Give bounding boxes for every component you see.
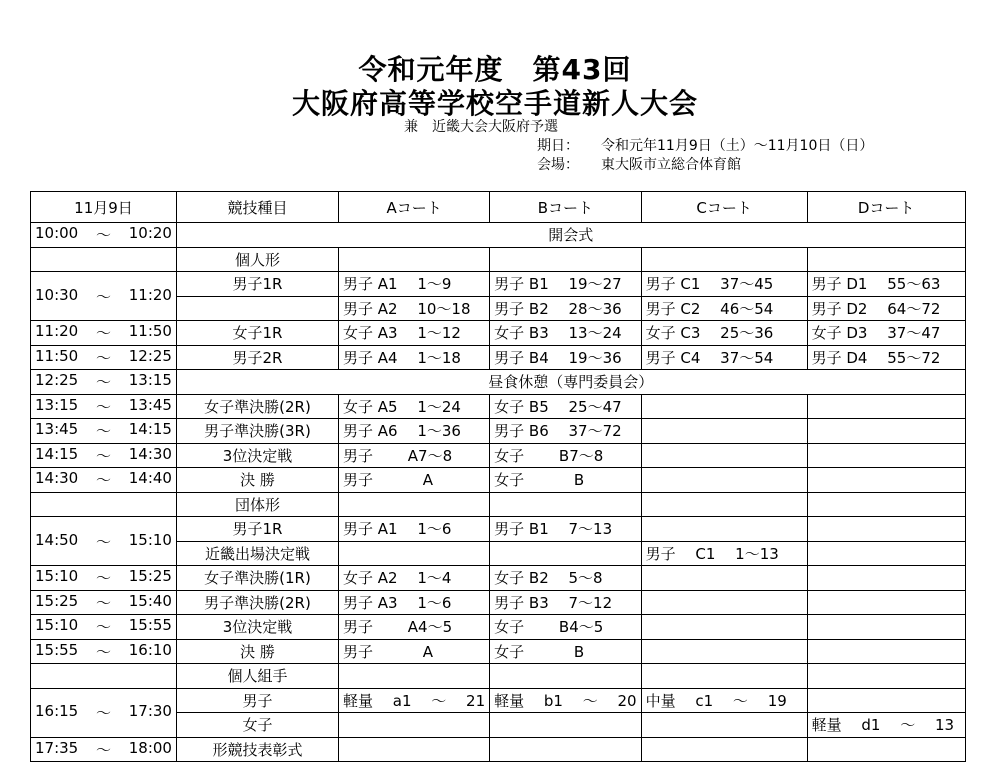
header-row	[31, 192, 966, 223]
court-cell: 男子 B2 28～36	[490, 296, 641, 321]
time-cell	[31, 321, 177, 346]
court-cell: 男子 A	[339, 639, 490, 664]
time-range	[31, 445, 176, 466]
court-cell: 女子 B4～5	[490, 615, 641, 640]
time-separator: ～	[95, 373, 111, 392]
event-cell: 男子	[177, 688, 339, 713]
time-start: 10:30	[35, 285, 79, 304]
time-start: 14:30	[35, 469, 79, 488]
court-cell	[641, 492, 807, 517]
court-cell: 女子 B	[490, 639, 641, 664]
court-cell	[641, 247, 807, 272]
court-cell	[641, 394, 807, 419]
event-cell: 個人形	[177, 247, 339, 272]
title-line-2: 大阪府高等学校空手道新人大会	[291, 87, 698, 120]
event-cell: 男子準決勝(3R)	[177, 419, 339, 444]
court-cell: 女子 A5 1～24	[339, 394, 490, 419]
time-range	[31, 347, 176, 368]
time-start: 13:45	[35, 420, 79, 439]
court-cell	[807, 590, 965, 615]
event-cell: 形競技表彰式	[177, 737, 339, 762]
court-cell	[339, 737, 490, 762]
event-cell: 男子2R	[177, 345, 339, 370]
time-separator: ～	[95, 287, 111, 306]
court-cell: 男子 A1 1～6	[339, 517, 490, 542]
court-cell: 女子 D3 37～47	[807, 321, 965, 346]
time-separator: ～	[95, 569, 111, 588]
court-cell	[641, 639, 807, 664]
time-start: 10:00	[35, 224, 79, 243]
court-cell	[807, 737, 965, 762]
court-cell: 男子 A1 1～9	[339, 272, 490, 297]
table-row	[31, 370, 966, 395]
table-row	[31, 615, 966, 640]
court-cell: 男子 B1 7～13	[490, 517, 641, 542]
court-cell	[641, 664, 807, 689]
court-cell: 男子 A	[339, 468, 490, 493]
court-cell	[641, 713, 807, 738]
schedule-table	[30, 191, 966, 762]
event-cell: 男子1R	[177, 272, 339, 297]
time-cell	[31, 737, 177, 762]
event-cell: 3位決定戦	[177, 443, 339, 468]
time-separator: ～	[95, 704, 111, 722]
court-cell: 男子 A6 1～36	[339, 419, 490, 444]
table-row	[31, 247, 966, 272]
court-cell	[807, 492, 965, 517]
title-line-1: 令和元年度 第43回	[358, 53, 632, 86]
court-cell	[807, 664, 965, 689]
header-court-c: Cコート	[641, 192, 807, 223]
court-cell: 女子 B2 5～8	[490, 566, 641, 591]
court-cell: 軽量 d1 ～ 13	[807, 713, 965, 738]
table-row	[31, 688, 966, 713]
table-row	[31, 590, 966, 615]
court-cell: 男子 C1 37～45	[641, 272, 807, 297]
court-cell	[807, 615, 965, 640]
time-range	[31, 739, 176, 760]
court-cell: 男子 C1 1～13	[641, 541, 807, 566]
court-cell	[490, 541, 641, 566]
header-event: 競技種目	[177, 192, 339, 223]
court-cell: 男子 B4 19～36	[490, 345, 641, 370]
court-cell	[641, 590, 807, 615]
court-cell	[807, 247, 965, 272]
court-cell: 女子 A2 1～4	[339, 566, 490, 591]
court-cell: 軽量 b1 ～ 20	[490, 688, 641, 713]
time-range	[31, 224, 176, 245]
time-end: 15:25	[128, 567, 172, 586]
court-cell: 男子 A7～8	[339, 443, 490, 468]
event-cell: 女子準決勝(2R)	[177, 394, 339, 419]
table-row	[31, 664, 966, 689]
time-separator: ～	[95, 593, 111, 612]
court-cell	[807, 443, 965, 468]
time-end: 15:10	[128, 530, 172, 549]
table-row	[31, 321, 966, 346]
time-start: 11:20	[35, 322, 79, 341]
time-separator: ～	[95, 446, 111, 465]
time-start: 13:15	[35, 395, 79, 414]
time-start: 14:50	[35, 530, 79, 549]
table-row	[31, 737, 966, 762]
time-start: 16:15	[35, 702, 79, 720]
time-range	[31, 616, 176, 637]
court-cell	[807, 419, 965, 444]
court-cell	[807, 541, 965, 566]
court-cell	[807, 688, 965, 713]
court-cell: 男子 A2 10～18	[339, 296, 490, 321]
court-cell: 男子 A4 1～18	[339, 345, 490, 370]
time-cell	[31, 590, 177, 615]
time-range	[31, 396, 176, 417]
time-cell	[31, 345, 177, 370]
time-cell	[31, 394, 177, 419]
court-cell: 男子 C2 46～54	[641, 296, 807, 321]
court-cell	[339, 541, 490, 566]
time-separator: ～	[95, 422, 111, 441]
time-range	[31, 641, 176, 662]
time-range	[31, 286, 176, 307]
court-cell	[490, 247, 641, 272]
event-cell	[177, 296, 339, 321]
court-cell: 男子 D4 55～72	[807, 345, 965, 370]
time-cell	[31, 272, 177, 321]
court-cell: 女子 A3 1～12	[339, 321, 490, 346]
header-court-d: Dコート	[807, 192, 965, 223]
table-row	[31, 517, 966, 542]
court-cell: 女子 B7～8	[490, 443, 641, 468]
time-separator: ～	[95, 532, 111, 551]
span-label: 開会式	[177, 223, 966, 248]
court-cell	[807, 639, 965, 664]
event-cell: 団体形	[177, 492, 339, 517]
court-cell: 男子 A3 1～6	[339, 590, 490, 615]
time-start: 12:25	[35, 371, 79, 390]
time-cell	[31, 688, 177, 737]
court-cell	[641, 443, 807, 468]
time-end: 15:55	[128, 616, 172, 635]
court-cell	[339, 247, 490, 272]
event-cell: 3位決定戦	[177, 615, 339, 640]
court-cell	[339, 492, 490, 517]
event-cell: 女子準決勝(1R)	[177, 566, 339, 591]
court-cell	[490, 737, 641, 762]
table-row	[31, 419, 966, 444]
time-cell	[31, 223, 177, 248]
time-separator: ～	[95, 471, 111, 490]
court-cell: 男子 D1 55～63	[807, 272, 965, 297]
court-cell: 女子 B3 13～24	[490, 321, 641, 346]
court-cell: 男子 B3 7～12	[490, 590, 641, 615]
time-range	[31, 702, 176, 723]
venue-label: 会場：	[537, 157, 579, 173]
court-cell	[641, 517, 807, 542]
header-court-b: Bコート	[490, 192, 641, 223]
event-cell: 近畿出場決定戦	[177, 541, 339, 566]
date-value: 令和元年11月9日（土）～11月10日（日）	[601, 138, 874, 154]
event-cell: 個人組手	[177, 664, 339, 689]
court-cell: 軽量 a1 ～ 21	[339, 688, 490, 713]
event-cell: 女子	[177, 713, 339, 738]
time-start: 17:35	[35, 738, 79, 757]
court-cell	[641, 615, 807, 640]
time-separator: ～	[95, 740, 111, 759]
time-end: 13:15	[128, 371, 172, 390]
court-cell	[641, 737, 807, 762]
time-separator: ～	[95, 397, 111, 416]
time-range	[31, 469, 176, 490]
court-cell: 男子 C4 37～54	[641, 345, 807, 370]
time-cell	[31, 566, 177, 591]
time-end: 13:45	[128, 395, 172, 414]
time-cell	[31, 370, 177, 395]
time-cell	[31, 443, 177, 468]
time-end: 18:00	[128, 738, 172, 757]
header-court-a: Aコート	[339, 192, 490, 223]
time-end: 12:25	[128, 346, 172, 365]
time-end: 14:40	[128, 469, 172, 488]
court-cell	[641, 468, 807, 493]
court-cell: 中量 c1 ～ 19	[641, 688, 807, 713]
event-cell: 男子準決勝(2R)	[177, 590, 339, 615]
court-cell: 女子 B	[490, 468, 641, 493]
court-cell	[807, 517, 965, 542]
court-cell	[339, 713, 490, 738]
time-range	[31, 322, 176, 343]
court-cell: 男子 A4～5	[339, 615, 490, 640]
schedule-body	[31, 223, 966, 762]
event-cell: 男子1R	[177, 517, 339, 542]
table-row	[31, 492, 966, 517]
table-row	[31, 639, 966, 664]
time-separator: ～	[95, 618, 111, 637]
time-end: 14:30	[128, 444, 172, 463]
event-cell: 女子1R	[177, 321, 339, 346]
time-start: 15:55	[35, 640, 79, 659]
court-cell	[641, 566, 807, 591]
court-cell	[641, 419, 807, 444]
time-start: 11:50	[35, 346, 79, 365]
court-cell	[339, 664, 490, 689]
time-cell	[31, 639, 177, 664]
subtitle: 兼 近畿大会大阪府予選	[404, 119, 558, 135]
time-cell	[31, 419, 177, 444]
table-row	[31, 345, 966, 370]
table-row	[31, 394, 966, 419]
table-row	[31, 272, 966, 297]
court-cell: 女子 C3 25～36	[641, 321, 807, 346]
time-range	[31, 531, 176, 552]
event-cell: 決 勝	[177, 468, 339, 493]
time-end: 11:50	[128, 322, 172, 341]
time-separator: ～	[95, 348, 111, 367]
time-range	[31, 567, 176, 588]
time-range	[31, 371, 176, 392]
table-row	[31, 223, 966, 248]
time-start: 14:15	[35, 444, 79, 463]
span-label: 昼食休憩（専門委員会）	[177, 370, 966, 395]
time-range	[31, 592, 176, 613]
time-cell	[31, 615, 177, 640]
court-cell	[807, 566, 965, 591]
time-start: 15:10	[35, 616, 79, 635]
court-cell	[490, 664, 641, 689]
header-date: 11月9日	[31, 192, 177, 223]
court-cell: 男子 B1 19～27	[490, 272, 641, 297]
table-row	[31, 566, 966, 591]
court-cell	[807, 468, 965, 493]
time-end: 15:40	[128, 591, 172, 610]
time-range	[31, 420, 176, 441]
time-start: 15:10	[35, 567, 79, 586]
table-row	[31, 468, 966, 493]
time-start: 15:25	[35, 591, 79, 610]
time-end: 14:15	[128, 420, 172, 439]
court-cell	[490, 713, 641, 738]
time-end: 10:20	[128, 224, 172, 243]
court-cell: 女子 B5 25～47	[490, 394, 641, 419]
court-cell: 男子 B6 37～72	[490, 419, 641, 444]
time-cell	[31, 468, 177, 493]
time-cell	[31, 247, 177, 272]
time-end: 11:20	[128, 285, 172, 304]
court-cell: 男子 D2 64～72	[807, 296, 965, 321]
event-cell: 決 勝	[177, 639, 339, 664]
time-separator: ～	[95, 226, 111, 245]
time-end: 17:30	[128, 702, 172, 720]
time-cell	[31, 492, 177, 517]
date-label: 期日：	[537, 138, 579, 154]
table-row	[31, 443, 966, 468]
time-end: 16:10	[128, 640, 172, 659]
court-cell	[807, 394, 965, 419]
time-separator: ～	[95, 642, 111, 661]
venue-value: 東大阪市立総合体育館	[601, 157, 741, 173]
time-cell	[31, 517, 177, 566]
time-cell	[31, 664, 177, 689]
court-cell	[490, 492, 641, 517]
time-separator: ～	[95, 324, 111, 343]
